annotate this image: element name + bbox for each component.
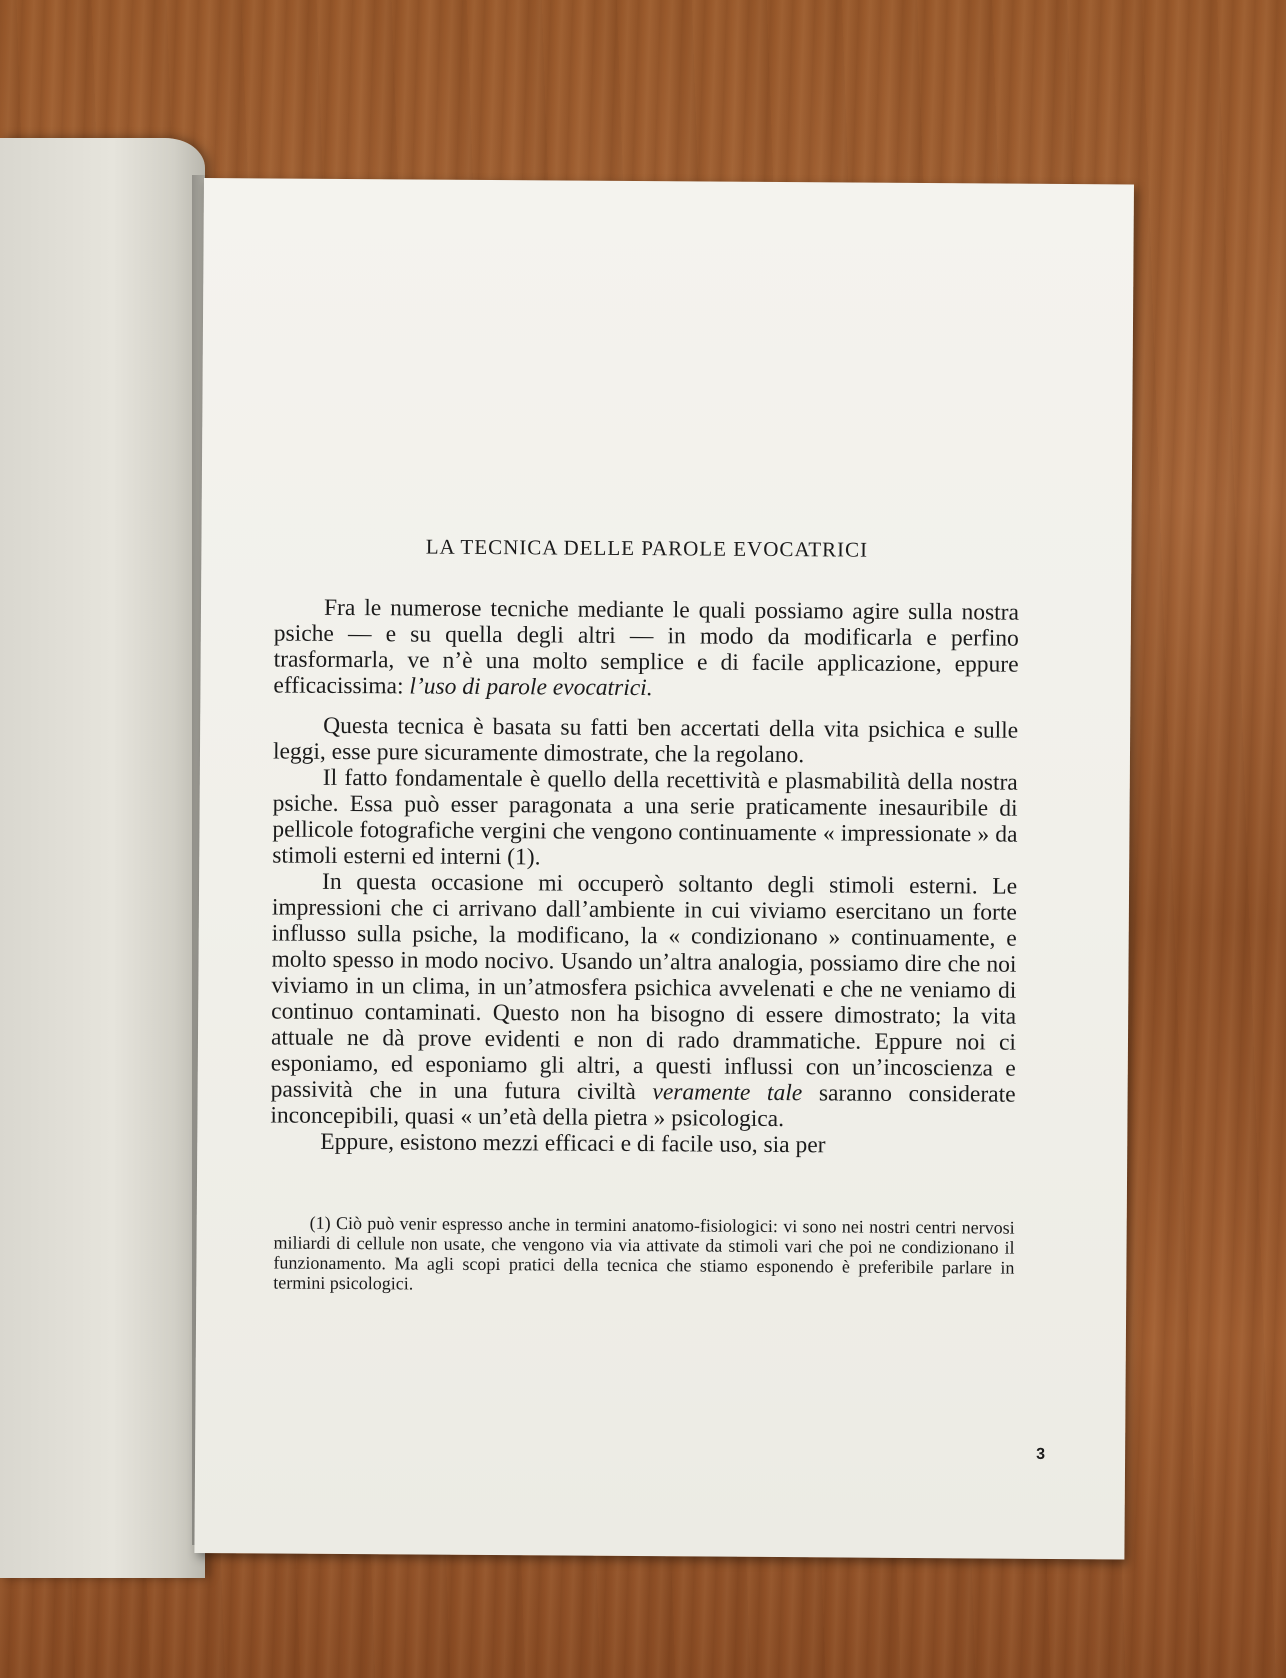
paragraph-4-end: saranno considerate inconcepibili, quasi « un’età della pietra » psicologica. [270, 1080, 1016, 1133]
page-number: 3 [1036, 1445, 1046, 1463]
paragraph-4-emphasis: veramente tale [652, 1079, 803, 1107]
right-page [194, 178, 1134, 1559]
chapter-title: LA TECNICA DELLE PAROLE EVOCATRICI [425, 534, 869, 562]
footnote: (1) Ciò può venir espresso anche in termini anatomo-fisiologici: vi sono nei nostri centri nervosi miliardi di cellule non usate, che vengono via via attivate da stimoli vari che poi ne condizionano il funzionamento. Ma agli scopi pratici della tecnica che stiamo esponendo è preferibile parlare in termini psicologici. [273, 1212, 1015, 1294]
left-page [0, 138, 205, 1578]
paragraph-2: Questa tecnica è basata su fatti ben accertati della vita psichica e sulle leggi, esse pure sicuramente dimostrate, che la regolano. [272, 712, 1019, 769]
body-text [270, 594, 1019, 1159]
paragraph-1-text: Fra le numerose tecniche mediante le quali possiamo agire sulla nostra psiche — e su quella degli altri — in modo da modificarla e perfino trasformarla, ve n’è una molto semplice e di facile applicazione, eppure efficacissima: [273, 594, 1020, 700]
paragraph-1 [273, 594, 1019, 703]
paragraph-4-text: In questa occasione mi occuperò soltanto degli stimoli esterni. Le impressioni che ci arrivano dall’ambiente in cui viviamo esercitano un forte influsso sulla psiche, la modificano, la « condizionano » continuamente, e molto spesso in modo nocivo. Usando un’altra analogia, possiamo dire che noi viviamo in un clima, in un’atmosfera psichica avvelenati e che ne veniamo di continuo contaminati. Questo non ha bisogno di essere dimostrato; la vita attuale ne dà prove evidenti e non di rado drammatiche. Eppure noi ci esponiamo, ed esponiamo gli altri, a questi influssi con un’incoscienza e passività che in una futura civiltà [270, 868, 1018, 1106]
paragraph-4 [270, 868, 1017, 1133]
page-content [269, 534, 1019, 1316]
paragraph-3: Il fatto fondamentale è quello della recettività e plasmabilità della nostra psiche. Essa può esser paragonata a una serie praticamente inesauribile di pellicole fotografiche vergini che vengono continuamente « impressionate » da stimoli esterni ed interni (1). [272, 764, 1018, 871]
paragraph-5: Eppure, esistono mezzi efficaci e di facile uso, sia per [320, 1128, 826, 1159]
paragraph-1-emphasis: l’uso di parole evocatrici. [409, 673, 653, 702]
